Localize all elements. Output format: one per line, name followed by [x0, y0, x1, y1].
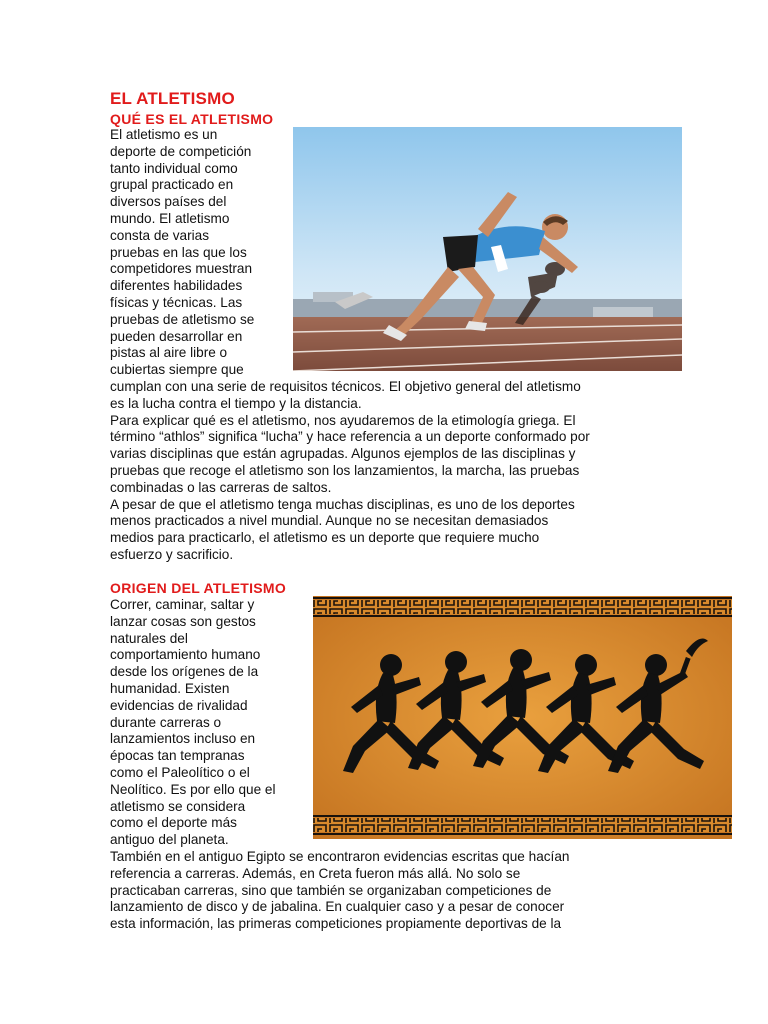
- section2-full-paragraph: También en el antiguo Egipto se encontraron evidencias escritas que hacían referencia a carreras. Además, en Creta fueron más allá. No solo se practicaban carreras, sino que también se organizaban competiciones de lanzamiento de disco y de jabalina. En cualquier caso y a pesar de conocer esta información, las primeras competiciones propiamente deportivas de la: [110, 849, 570, 932]
- section1-full-paragraph: cumplan con una serie de requisitos técnicos. El objetivo general del atletismo es la lucha contra el tiempo y la distancia. Para explicar qué es el atletismo, nos ayudaremos de la etimología griega. El término “athlos” significa “lucha” y hace referencia a un deporte conformado por varias disciplinas que están agrupadas. Algunos ejemplos de las disciplinas y pruebas que recoge el atletismo son los lanzamientos, la marcha, las pruebas combinadas o las carreras de saltos. A pesar de que el atletismo tenga muchas disciplinas, es uno de los deportes menos practicados a nivel mundial. Aunque no se necesitan demasiados medios para practicarlo, el atletismo es un deporte que requiere mucho esfuerzo y sacrificio.: [110, 379, 590, 562]
- section-heading-que-es: QUÉ ES EL ATLETISMO: [110, 111, 274, 127]
- greek-runners-illustration: [313, 596, 732, 839]
- section-heading-origen: ORIGEN DEL ATLETISMO: [110, 580, 287, 596]
- document-title: EL ATLETISMO: [110, 89, 235, 108]
- section2-side-paragraph: Correr, caminar, saltar y lanzar cosas son gestos naturales del comportamiento humano desde los orígenes de la humanidad. Existen evidencias de rivalidad durante carreras o lanzamientos incluso en épocas tan tempranas como el Paleolítico o el Neolítico. Es por ello que el atletismo se considera como el deporte más antiguo del planeta.: [110, 597, 276, 848]
- section1-side-paragraph: El atletismo es un deporte de competición tanto individual como grupal practicado en diversos países del mundo. El atletismo consta de varias pruebas en las que los competidores muestran diferentes habilidades físicas y técnicas. Las pruebas de atletismo se pueden desarrollar en pistas al aire libre o cubiertas siempre que: [110, 127, 255, 378]
- sprinters-photo: [293, 127, 682, 371]
